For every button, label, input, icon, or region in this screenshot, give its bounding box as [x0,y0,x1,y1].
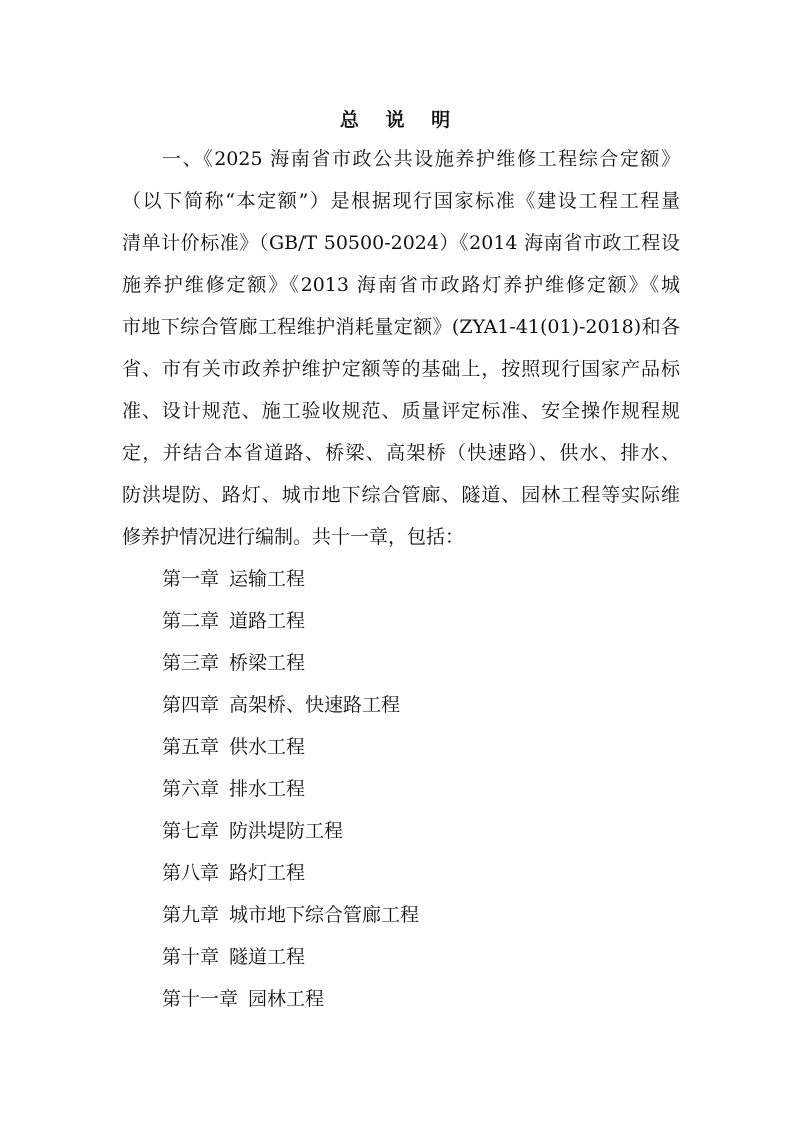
chapter-name: 运输工程 [229,568,306,590]
chapter-item [162,943,419,985]
page-title: 总 说 明 [339,109,461,131]
paragraph-line: （以下简称“本定额”）是根据现行国家标准《建设工程工程量 [122,190,680,212]
chapter-item [162,775,419,817]
chapter-number: 第一章 [162,568,220,590]
chapter-name: 防洪堤防工程 [229,820,344,842]
chapter-name: 隧道工程 [229,946,306,968]
chapter-name: 路灯工程 [229,862,306,884]
chapter-name: 排水工程 [229,778,306,800]
chapter-number: 第二章 [162,610,220,632]
chapter-number: 第六章 [162,778,220,800]
chapter-number: 第四章 [162,694,220,716]
chapter-number: 第三章 [162,652,220,674]
chapter-number: 第十一章 [162,988,239,1010]
chapter-number: 第八章 [162,862,220,884]
chapter-item [162,691,419,733]
chapter-name: 园林工程 [248,988,325,1010]
chapter-name: 供水工程 [229,736,306,758]
paragraph-line: 准、设计规范、施工验收规范、质量评定标准、安全操作规程规 [122,400,680,422]
paragraph-line: 防洪堤防、路灯、城市地下综合管廊、隧道、园林工程等实际维 [122,484,680,506]
chapter-number: 第十章 [162,946,220,968]
paragraph-line: 市地下综合管廊工程维护消耗量定额》(ZYA1-41(01)-2018)和各 [122,316,680,338]
chapter-item [162,901,419,943]
intro-paragraph [122,145,680,565]
paragraph-line: 省、市有关市政养护维护定额等的基础上，按照现行国家产品标 [122,358,680,380]
chapter-name: 城市地下综合管廊工程 [229,904,420,926]
chapter-item [162,859,419,901]
chapter-name: 道路工程 [229,610,306,632]
chapter-name: 高架桥、快速路工程 [229,694,401,716]
chapter-number: 第九章 [162,904,220,926]
chapter-item [162,565,419,607]
chapter-list [162,565,419,1027]
paragraph-line: 施养护维修定额》《2013 海南省市政路灯养护维修定额》《城 [122,274,680,296]
chapter-number: 第五章 [162,736,220,758]
chapter-item [162,649,419,691]
chapter-item [162,607,419,649]
chapter-number: 第七章 [162,820,220,842]
chapter-name: 桥梁工程 [229,652,306,674]
paragraph-line: 一、《2025 海南省市政公共设施养护维修工程综合定额》 [162,148,680,170]
chapter-item [162,733,419,775]
paragraph-line: 定，并结合本省道路、桥梁、高架桥（快速路）、供水、排水、 [122,442,680,464]
paragraph-line: 清单计价标准》（GB/T 50500-2024）《2014 海南省市政工程设 [122,232,680,254]
chapter-item [162,817,419,859]
paragraph-line: 修养护情况进行编制。共十一章，包括： [122,526,465,548]
chapter-item [162,985,419,1027]
